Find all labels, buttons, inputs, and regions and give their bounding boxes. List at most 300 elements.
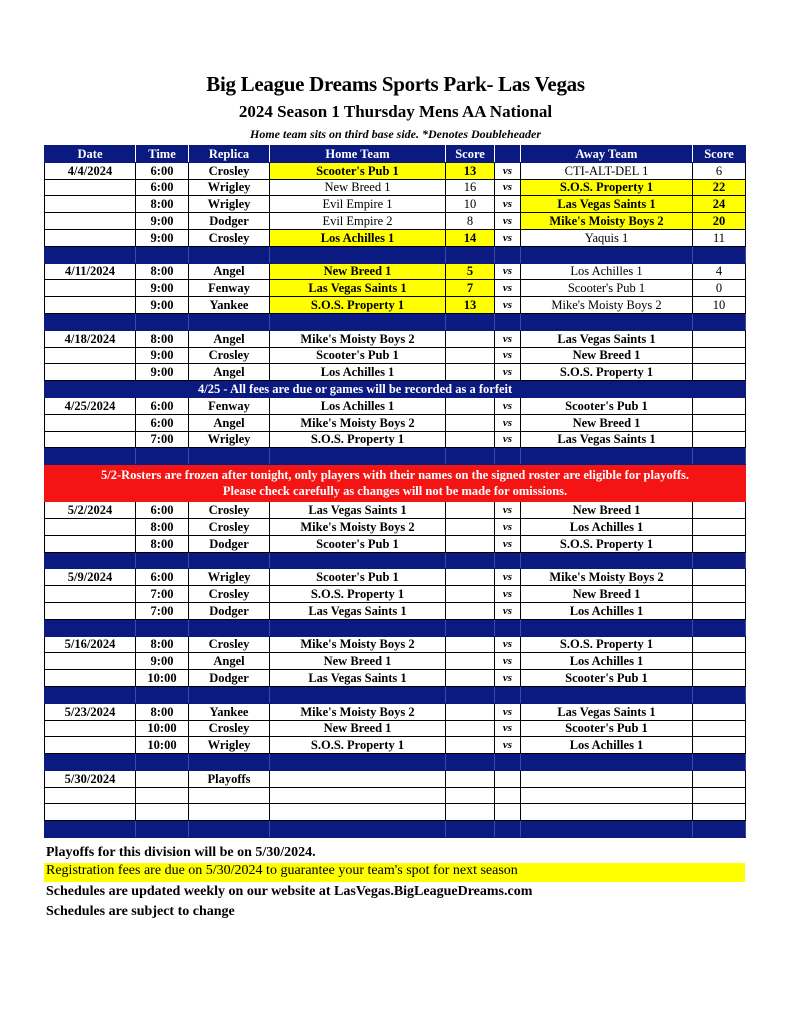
home-score-cell: [446, 703, 495, 720]
vs-cell: vs: [495, 653, 521, 670]
spacer-cell: [495, 754, 521, 771]
spacer-cell: [189, 246, 270, 263]
away-score-cell: [693, 636, 746, 653]
time-cell: 7:00: [136, 586, 189, 603]
spacer-cell: [495, 619, 521, 636]
replica-cell: Dodger: [189, 670, 270, 687]
away-team-cell: Las Vegas Saints 1: [521, 703, 693, 720]
date-cell: 4/11/2024: [45, 263, 136, 280]
date-cell: [45, 535, 136, 552]
date-cell: [45, 414, 136, 431]
spacer-cell: [270, 552, 446, 569]
away-team-cell: Mike's Moisty Boys 2: [521, 213, 693, 230]
vs-cell: vs: [495, 535, 521, 552]
away-team-cell: Mike's Moisty Boys 2: [521, 569, 693, 586]
replica-cell: Wrigley: [189, 179, 270, 196]
replica-cell: Wrigley: [189, 431, 270, 448]
replica-cell: Wrigley: [189, 737, 270, 754]
vs-cell: vs: [495, 670, 521, 687]
fees-notice-row: [45, 381, 746, 398]
game-row: [45, 162, 746, 179]
vs-cell: vs: [495, 518, 521, 535]
game-row: [45, 518, 746, 535]
home-team-cell: Mike's Moisty Boys 2: [270, 518, 446, 535]
home-team-cell: Mike's Moisty Boys 2: [270, 636, 446, 653]
game-row: [45, 720, 746, 737]
col-header-home-score: Score: [446, 146, 495, 163]
spacer-cell: [270, 754, 446, 771]
spacer-cell: [521, 619, 693, 636]
date-cell: 5/30/2024: [45, 770, 136, 787]
away-team-cell: Las Vegas Saints 1: [521, 196, 693, 213]
time-cell: 9:00: [136, 213, 189, 230]
season-subtitle: 2024 Season 1 Thursday Mens AA National: [238, 102, 553, 121]
away-score-cell: [693, 737, 746, 754]
registration-fees-note: Registration fees are due on 5/30/2024 to guarantee your team's spot for next season: [44, 863, 745, 882]
empty-cell: [693, 770, 746, 787]
empty-cell: [495, 804, 521, 821]
vs-cell: vs: [495, 162, 521, 179]
empty-cell: [270, 787, 446, 804]
home-score-cell: [446, 535, 495, 552]
away-score-cell: [693, 518, 746, 535]
empty-row: [45, 787, 746, 804]
time-cell: 8:00: [136, 518, 189, 535]
time-cell: 9:00: [136, 653, 189, 670]
away-team-cell: New Breed 1: [521, 502, 693, 519]
date-cell: [45, 196, 136, 213]
time-cell: 10:00: [136, 737, 189, 754]
replica-cell: Playoffs: [189, 770, 270, 787]
spacer-cell: [446, 448, 495, 465]
spacer-cell: [136, 313, 189, 330]
away-score-cell: [693, 414, 746, 431]
col-header-home-team: Home Team: [270, 146, 446, 163]
away-team-cell: Los Achilles 1: [521, 602, 693, 619]
home-score-cell: [446, 653, 495, 670]
spacer-cell: [45, 686, 136, 703]
spacer-cell: [693, 821, 746, 838]
spacer-row: [45, 754, 746, 771]
away-score-cell: 24: [693, 196, 746, 213]
home-score-cell: [446, 737, 495, 754]
spacer-cell: [521, 754, 693, 771]
fees-notice-text: 4/25 - All fees are due or games will be recorded as a forfeit: [136, 381, 746, 398]
vs-cell: vs: [495, 330, 521, 347]
time-cell: 6:00: [136, 502, 189, 519]
date-cell: [45, 179, 136, 196]
away-score-cell: 22: [693, 179, 746, 196]
spacer-cell: [495, 821, 521, 838]
vs-cell: vs: [495, 364, 521, 381]
col-header-date: Date: [45, 146, 136, 163]
away-score-cell: 10: [693, 297, 746, 314]
home-team-cell: S.O.S. Property 1: [270, 297, 446, 314]
vs-cell: vs: [495, 347, 521, 364]
spacer-cell: [136, 686, 189, 703]
spacer-cell: [45, 754, 136, 771]
away-team-cell: Las Vegas Saints 1: [521, 431, 693, 448]
game-row: [45, 196, 746, 213]
replica-cell: Crosley: [189, 162, 270, 179]
date-cell: [45, 518, 136, 535]
spacer-cell: [189, 686, 270, 703]
home-team-cell: Scooter's Pub 1: [270, 347, 446, 364]
away-team-cell: S.O.S. Property 1: [521, 636, 693, 653]
spacer-cell: [45, 821, 136, 838]
game-row: [45, 431, 746, 448]
game-row: [45, 737, 746, 754]
spacer-cell: [446, 754, 495, 771]
empty-cell: [189, 804, 270, 821]
vs-cell: vs: [495, 586, 521, 603]
col-header-replica: Replica: [189, 146, 270, 163]
away-team-cell: Los Achilles 1: [521, 737, 693, 754]
date-cell: [45, 431, 136, 448]
time-cell: 9:00: [136, 280, 189, 297]
home-score-cell: 10: [446, 196, 495, 213]
home-team-cell: S.O.S. Property 1: [270, 737, 446, 754]
vs-cell: vs: [495, 179, 521, 196]
replica-cell: Crosley: [189, 502, 270, 519]
game-row: [45, 586, 746, 603]
replica-cell: Dodger: [189, 535, 270, 552]
time-cell: 9:00: [136, 297, 189, 314]
date-cell: [45, 297, 136, 314]
roster-freeze-notice: [45, 465, 746, 502]
game-row: [45, 602, 746, 619]
time-cell: 6:00: [136, 569, 189, 586]
time-cell: 7:00: [136, 431, 189, 448]
away-score-cell: 6: [693, 162, 746, 179]
game-row: [45, 703, 746, 720]
date-cell: [45, 213, 136, 230]
spacer-cell: [693, 313, 746, 330]
col-header-time: Time: [136, 146, 189, 163]
home-score-cell: [446, 586, 495, 603]
replica-cell: Crosley: [189, 518, 270, 535]
home-team-cell: Los Achilles 1: [270, 229, 446, 246]
playoffs-row: [45, 770, 746, 787]
schedule-body: [45, 162, 746, 837]
spacer-cell: [270, 448, 446, 465]
home-score-cell: [446, 602, 495, 619]
replica-cell: Wrigley: [189, 196, 270, 213]
home-team-cell: Las Vegas Saints 1: [270, 670, 446, 687]
date-cell: 5/23/2024: [45, 703, 136, 720]
date-cell: 5/9/2024: [45, 569, 136, 586]
game-row: [45, 670, 746, 687]
date-cell: 4/18/2024: [45, 330, 136, 347]
spacer-cell: [495, 448, 521, 465]
spacer-cell: [136, 448, 189, 465]
date-cell: [45, 347, 136, 364]
vs-cell: vs: [495, 431, 521, 448]
game-row: [45, 297, 746, 314]
home-score-cell: 13: [446, 162, 495, 179]
spacer-cell: [45, 619, 136, 636]
away-score-cell: [693, 720, 746, 737]
away-score-cell: [693, 347, 746, 364]
time-cell: 8:00: [136, 330, 189, 347]
date-cell: [45, 602, 136, 619]
replica-cell: Crosley: [189, 636, 270, 653]
game-row: [45, 502, 746, 519]
date-cell: 4/25/2024: [45, 397, 136, 414]
game-row: [45, 229, 746, 246]
date-cell: [45, 229, 136, 246]
spacer-cell: [189, 552, 270, 569]
spacer-cell: [495, 313, 521, 330]
spacer-cell: [693, 686, 746, 703]
home-team-cell: New Breed 1: [270, 720, 446, 737]
spacer-cell: [189, 448, 270, 465]
vs-cell: vs: [495, 602, 521, 619]
away-team-cell: Los Achilles 1: [521, 653, 693, 670]
away-team-cell: Los Achilles 1: [521, 518, 693, 535]
spacer-row: [45, 246, 746, 263]
home-score-cell: [446, 670, 495, 687]
away-score-cell: [693, 364, 746, 381]
spacer-row: [45, 313, 746, 330]
spacer-cell: [446, 246, 495, 263]
spacer-cell: [136, 821, 189, 838]
spacer-cell: [136, 552, 189, 569]
vs-cell: vs: [495, 569, 521, 586]
vs-cell: vs: [495, 196, 521, 213]
away-score-cell: 20: [693, 213, 746, 230]
away-score-cell: [693, 602, 746, 619]
spacer-cell: [446, 313, 495, 330]
away-team-cell: New Breed 1: [521, 586, 693, 603]
spacer-cell: [495, 552, 521, 569]
home-team-cell: S.O.S. Property 1: [270, 431, 446, 448]
spacer-cell: [189, 754, 270, 771]
spacer-cell: [270, 686, 446, 703]
home-score-cell: [446, 720, 495, 737]
empty-cell: [446, 770, 495, 787]
spacer-row: [45, 448, 746, 465]
home-team-cell: Evil Empire 1: [270, 196, 446, 213]
date-cell: [45, 720, 136, 737]
away-score-cell: [693, 670, 746, 687]
vs-cell: vs: [495, 636, 521, 653]
time-cell: 8:00: [136, 703, 189, 720]
vs-cell: vs: [495, 720, 521, 737]
date-cell: 5/16/2024: [45, 636, 136, 653]
date-cell: [45, 737, 136, 754]
spacer-cell: [136, 619, 189, 636]
away-team-cell: New Breed 1: [521, 414, 693, 431]
game-row: [45, 636, 746, 653]
home-score-cell: [446, 569, 495, 586]
spacer-cell: [521, 686, 693, 703]
replica-cell: Crosley: [189, 586, 270, 603]
schedule-table: [44, 145, 746, 838]
col-header-away-score: Score: [693, 146, 746, 163]
game-row: [45, 397, 746, 414]
time-cell: 9:00: [136, 364, 189, 381]
spacer-cell: [693, 552, 746, 569]
time-cell: 8:00: [136, 196, 189, 213]
roster-freeze-line-2: Please check carefully as changes will not be made for omissions.: [222, 484, 568, 499]
spacer-cell: [270, 821, 446, 838]
replica-cell: Dodger: [189, 213, 270, 230]
date-cell: 5/2/2024: [45, 502, 136, 519]
away-team-cell: S.O.S. Property 1: [521, 179, 693, 196]
replica-cell: Angel: [189, 653, 270, 670]
home-score-cell: 16: [446, 179, 495, 196]
time-cell: [136, 770, 189, 787]
spacer-cell: [693, 448, 746, 465]
empty-cell: [446, 804, 495, 821]
game-row: [45, 364, 746, 381]
game-row: [45, 179, 746, 196]
home-score-cell: 5: [446, 263, 495, 280]
spacer-cell: [693, 246, 746, 263]
away-team-cell: New Breed 1: [521, 347, 693, 364]
away-score-cell: [693, 502, 746, 519]
spacer-cell: [521, 246, 693, 263]
empty-cell: [270, 804, 446, 821]
away-team-cell: Scooter's Pub 1: [521, 670, 693, 687]
vs-cell: vs: [495, 414, 521, 431]
spacer-cell: [136, 246, 189, 263]
home-team-cell: New Breed 1: [270, 263, 446, 280]
home-score-cell: [446, 364, 495, 381]
spacer-row: [45, 821, 746, 838]
spacer-cell: [189, 313, 270, 330]
away-score-cell: 0: [693, 280, 746, 297]
empty-cell: [521, 804, 693, 821]
game-row: [45, 347, 746, 364]
game-row: [45, 280, 746, 297]
subject-to-change-note: Schedules are subject to change: [46, 904, 235, 919]
home-score-cell: [446, 347, 495, 364]
col-header-away-team: Away Team: [521, 146, 693, 163]
home-score-cell: [446, 414, 495, 431]
time-cell: 6:00: [136, 179, 189, 196]
date-cell: [45, 653, 136, 670]
home-team-cell: Las Vegas Saints 1: [270, 502, 446, 519]
empty-cell: [270, 770, 446, 787]
time-cell: 8:00: [136, 263, 189, 280]
home-team-cell: Mike's Moisty Boys 2: [270, 703, 446, 720]
replica-cell: Crosley: [189, 720, 270, 737]
vs-cell: vs: [495, 229, 521, 246]
home-team-note: Home team sits on third base side. *Denotes Doubleheader: [250, 127, 541, 141]
spacer-cell: [521, 552, 693, 569]
roster-freeze-line-1: 5/2-Rosters are frozen after tonight, only players with their names on the signed roster are eligible for playoffs.: [100, 468, 690, 483]
empty-cell: [495, 770, 521, 787]
time-cell: 8:00: [136, 535, 189, 552]
away-team-cell: Los Achilles 1: [521, 263, 693, 280]
replica-cell: Fenway: [189, 397, 270, 414]
away-score-cell: [693, 535, 746, 552]
replica-cell: Angel: [189, 364, 270, 381]
home-score-cell: [446, 330, 495, 347]
empty-row: [45, 804, 746, 821]
replica-cell: Wrigley: [189, 569, 270, 586]
home-team-cell: Scooter's Pub 1: [270, 569, 446, 586]
vs-cell: vs: [495, 280, 521, 297]
home-team-cell: New Breed 1: [270, 179, 446, 196]
vs-cell: vs: [495, 737, 521, 754]
empty-cell: [189, 787, 270, 804]
replica-cell: Yankee: [189, 703, 270, 720]
spacer-cell: [521, 821, 693, 838]
game-row: [45, 330, 746, 347]
home-team-cell: Scooter's Pub 1: [270, 535, 446, 552]
away-score-cell: [693, 703, 746, 720]
replica-cell: Yankee: [189, 297, 270, 314]
replica-cell: Dodger: [189, 602, 270, 619]
spacer-cell: [446, 821, 495, 838]
home-score-cell: [446, 431, 495, 448]
home-score-cell: [446, 518, 495, 535]
home-score-cell: 13: [446, 297, 495, 314]
empty-cell: [521, 787, 693, 804]
empty-cell: [693, 804, 746, 821]
away-score-cell: [693, 397, 746, 414]
empty-cell: [45, 804, 136, 821]
empty-cell: [45, 787, 136, 804]
home-score-cell: 14: [446, 229, 495, 246]
away-team-cell: Scooter's Pub 1: [521, 280, 693, 297]
home-team-cell: Mike's Moisty Boys 2: [270, 414, 446, 431]
spacer-cell: [189, 821, 270, 838]
away-team-cell: Las Vegas Saints 1: [521, 330, 693, 347]
replica-cell: Fenway: [189, 280, 270, 297]
empty-cell: [136, 787, 189, 804]
home-team-cell: Las Vegas Saints 1: [270, 280, 446, 297]
spacer-cell: [693, 619, 746, 636]
away-score-cell: 4: [693, 263, 746, 280]
spacer-cell: [136, 754, 189, 771]
vs-cell: vs: [495, 502, 521, 519]
home-score-cell: [446, 636, 495, 653]
away-team-cell: Yaquis 1: [521, 229, 693, 246]
time-cell: 6:00: [136, 414, 189, 431]
game-row: [45, 569, 746, 586]
home-score-cell: [446, 397, 495, 414]
away-team-cell: Scooter's Pub 1: [521, 720, 693, 737]
game-row: [45, 653, 746, 670]
home-team-cell: Los Achilles 1: [270, 397, 446, 414]
spacer-cell: [495, 246, 521, 263]
spacer-cell: [270, 619, 446, 636]
page-title: Big League Dreams Sports Park- Las Vegas: [206, 72, 585, 96]
time-cell: 6:00: [136, 397, 189, 414]
home-team-cell: New Breed 1: [270, 653, 446, 670]
game-row: [45, 213, 746, 230]
away-team-cell: Mike's Moisty Boys 2: [521, 297, 693, 314]
spacer-cell: [45, 552, 136, 569]
date-cell: 4/4/2024: [45, 162, 136, 179]
spacer-cell: [446, 619, 495, 636]
game-row: [45, 414, 746, 431]
home-team-cell: Mike's Moisty Boys 2: [270, 330, 446, 347]
time-cell: 7:00: [136, 602, 189, 619]
home-team-cell: Los Achilles 1: [270, 364, 446, 381]
time-cell: 10:00: [136, 720, 189, 737]
spacer-row: [45, 619, 746, 636]
spacer-cell: [693, 754, 746, 771]
empty-cell: [495, 787, 521, 804]
home-score-cell: [446, 502, 495, 519]
home-team-cell: Evil Empire 2: [270, 213, 446, 230]
empty-cell: [136, 804, 189, 821]
